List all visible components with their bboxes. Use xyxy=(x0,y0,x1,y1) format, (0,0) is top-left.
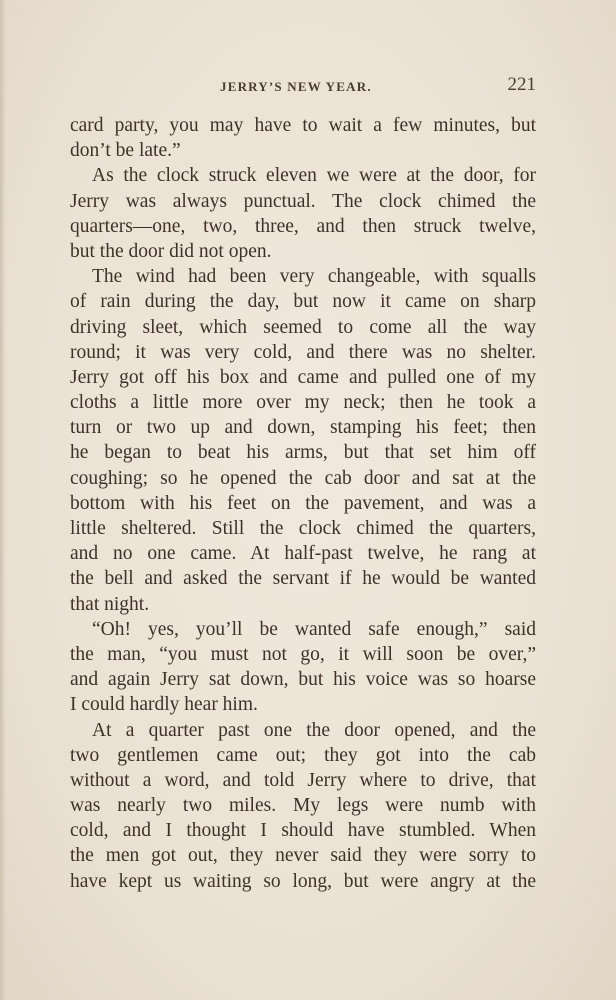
text-line: card party, you may have to wait a few minutes, but xyxy=(70,115,536,136)
text-line: coughing; so he opened the cab door and sat at the xyxy=(70,467,536,489)
text-line: quarters—one, two, three, and then struck twelve, xyxy=(70,215,536,237)
text-line: and no one came. At half-past twelve, he rang at xyxy=(70,543,536,565)
text-line: two gentlemen came out; they got into the cab xyxy=(70,744,536,766)
running-title: JERRY’S NEW YEAR. xyxy=(220,79,372,94)
text-line: of rain during the day, but now it came on sharp xyxy=(70,291,536,313)
text-line: little sheltered. Still the clock chimed the quarters, xyxy=(70,518,536,539)
text-line: without a word, and told Jerry where to drive, that xyxy=(70,769,536,791)
text-line: that night. xyxy=(70,593,150,615)
text-line: and again Jerry sat down, but his voice was so hoarse xyxy=(70,669,536,691)
text-line: cloths a little more over my neck; then he took a xyxy=(70,392,536,414)
running-head xyxy=(70,74,540,98)
page-number: 221 xyxy=(507,74,536,95)
text-line: have kept us waiting so long, but were angry at the xyxy=(70,870,536,892)
text-line: “Oh! yes, you’ll be wanted safe enough,” said xyxy=(92,618,536,640)
text-line: the men got out, they never said they were sorry to xyxy=(70,845,536,867)
text-line: he began to beat his arms, but that set him off xyxy=(70,442,536,464)
text-line: the bell and asked the servant if he would be wanted xyxy=(70,568,536,590)
text-line: Jerry was always punctual. The clock chimed the xyxy=(70,190,536,212)
text-line: The wind had been very changeable, with squalls xyxy=(92,266,536,288)
text-line: round; it was very cold, and there was no shelter. xyxy=(70,341,536,363)
body-text xyxy=(70,113,536,894)
text-line: driving sleet, which seemed to come all the way xyxy=(70,316,536,338)
text-line: I could hardly hear him. xyxy=(70,694,258,716)
text-line: but the door did not open. xyxy=(70,240,272,262)
text-line: cold, and I thought I should have stumbled. When xyxy=(70,820,536,842)
page-gutter-shadow xyxy=(0,0,6,1000)
text-line: was nearly two miles. My legs were numb with xyxy=(70,795,536,817)
text-line: bottom with his feet on the pavement, and was a xyxy=(70,492,536,514)
text-line: the man, “you must not go, it will soon be over,” xyxy=(70,643,536,665)
text-line: At a quarter past one the door opened, and the xyxy=(92,719,536,741)
text-line: don’t be late.” xyxy=(70,140,181,162)
text-line: As the clock struck eleven we were at the door, for xyxy=(92,165,536,187)
text-line: Jerry got off his box and came and pulled one of my xyxy=(70,366,536,388)
text-line: turn or two up and down, stamping his feet; then xyxy=(70,417,536,439)
